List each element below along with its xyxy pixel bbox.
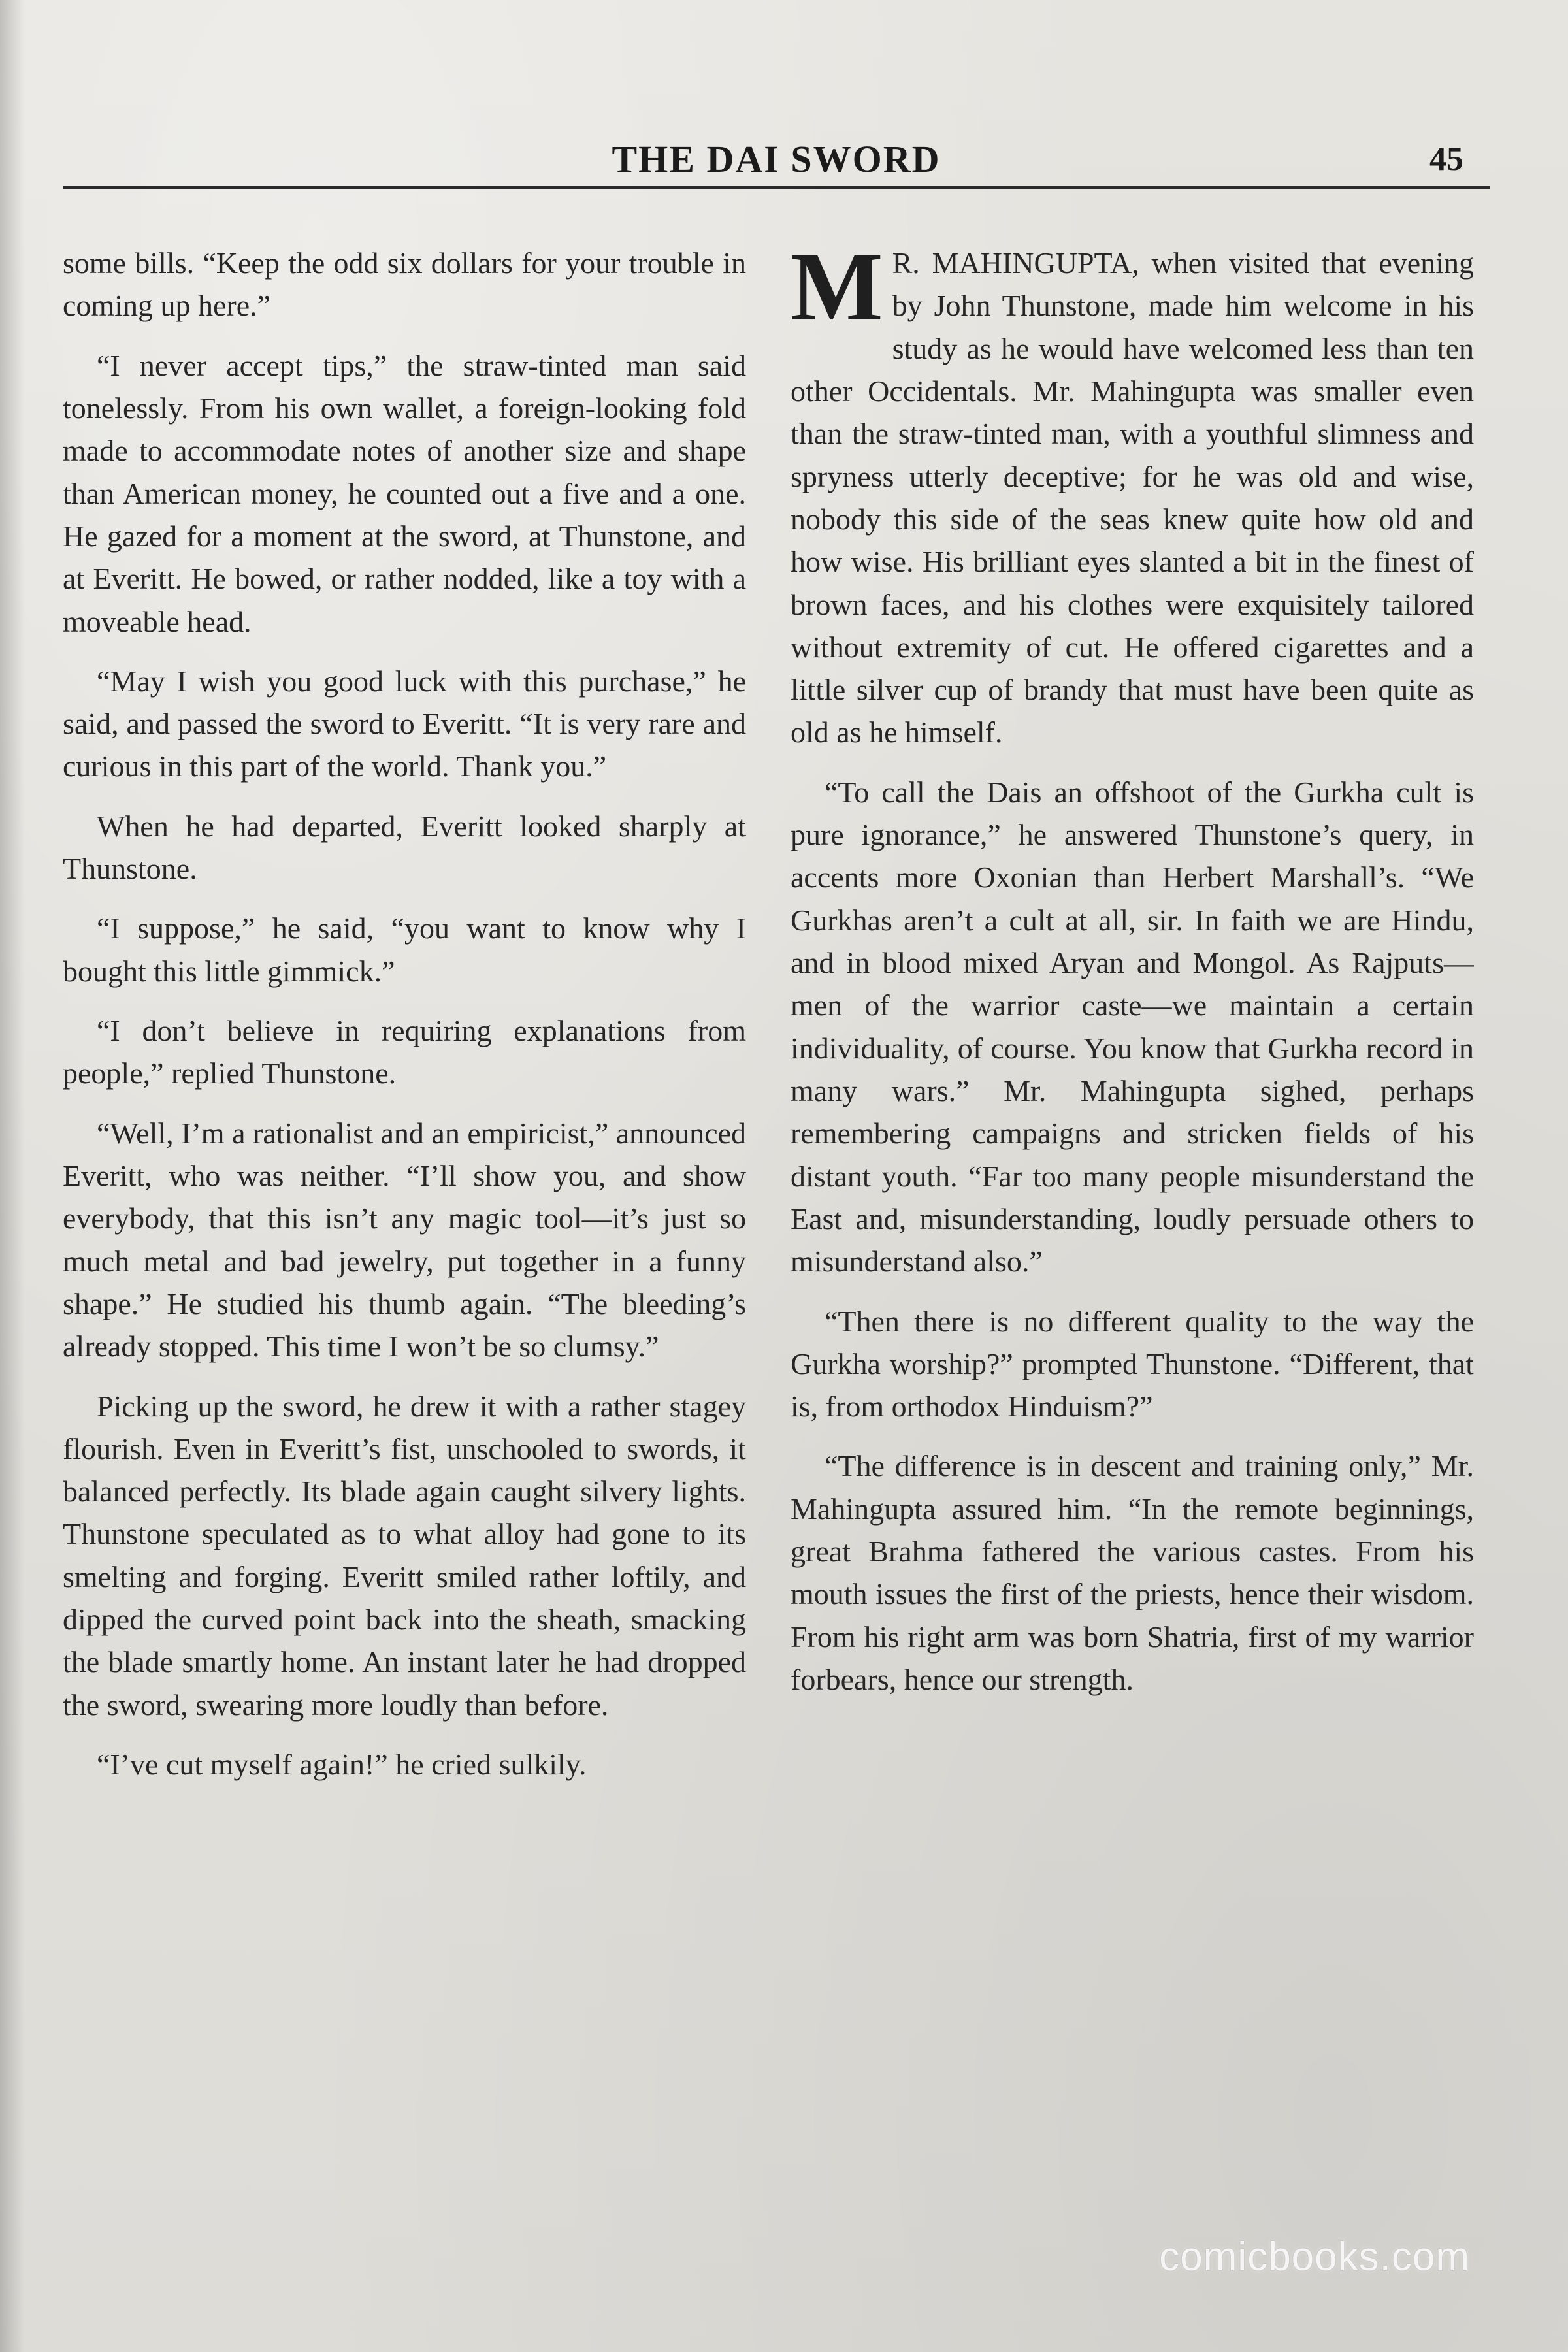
paragraph: “Then there is no different quality to the way the Gurkha worship?” prompted Thunstone. “Different, that is, from orthodox Hinduism?”	[791, 1304, 1474, 1424]
paragraph: “I suppose,” he said, “you want to know why I bought this little gimmick.”	[63, 911, 746, 988]
paragraph: “I don’t believe in requiring explanations from people,” replied Thunstone.	[63, 1014, 746, 1090]
binding-shadow	[0, 0, 25, 2352]
paragraph: “To call the Dais an offshoot of the Gurkha cult is pure ignorance,” he answered Thunstone’s query, in accents more Oxonian than Herbert Marshall’s. “We Gurkhas aren’t a cult at all, sir. In faith we are Hindu, and in blood mixed Aryan and Mongol. As Rajputs—men of the warrior caste—we maintain a certain individuality, of course. You know that Gurkha record in many wars.” Mr. Mahingupta sighed, perhaps remembering campaigns and stricken fields of his distant youth. “Far too many people misunderstand the East and, misunderstanding, loudly persuade others to misunderstand also.”	[791, 775, 1474, 1279]
opening-paragraph-text: R. MAHINGUPTA, when visited that evening by John Thunstone, made him welcome in his study as he would have welcomed less than ten other Occidentals. Mr. Mahingupta was smaller even than the straw-tinted man, with a youthful slimness and spryness utterly deceptive; for he was old and wise, nobody this side of the seas knew quite how old and how wise. His brilliant eyes slanted a bit in the finest of brown faces, and his clothes were exquisitely tailored without extremity of cut. He offered cigarettes and a little silver cup of brandy that must have been quite as old as he himself.	[791, 246, 1474, 749]
drop-cap: M	[791, 242, 883, 341]
running-title: THE DAI SWORD	[612, 138, 941, 180]
paragraph: When he had departed, Everitt looked sharply at Thunstone.	[63, 809, 746, 886]
right-column	[791, 242, 1474, 2176]
paragraph: “The difference is in descent and training only,” Mr. Mahingupta assured him. “In the remote beginnings, great Brahma fathered the various castes. From his mouth issues the first of the priests, hence their wisdom. From his right arm was born Shatria, first of my warrior forbears, hence our strength.	[791, 1449, 1474, 1696]
page-number: 45	[1429, 140, 1463, 178]
watermark: comicbooks.com	[1159, 2234, 1470, 2279]
paragraph: some bills. “Keep the odd six dollars for your trouble in coming up here.”	[63, 246, 746, 323]
left-column	[63, 242, 746, 2176]
running-header	[63, 131, 1490, 193]
paragraph: “Well, I’m a rationalist and an empiricist,” announced Everitt, who was neither. “I’ll show you, and show everybody, that this isn’t any magic tool—it’s just so much metal and bad jewelry, put together in a funny shape.” He studied his thumb again. “The bleeding’s already stopped. This time I won’t be so clumsy.”	[63, 1116, 746, 1364]
paragraph: Picking up the sword, he drew it with a rather stagey flourish. Even in Everitt’s fist, unschooled to swords, it balanced perfectly. Its blade again caught silvery lights. Thunstone speculated as to what alloy had gone to its smelting and forging. Everitt smiled rather loftily, and dipped the curved point back into the sheath, smacking the blade smartly home. An instant later he had dropped the sword, swearing more loudly than before.	[63, 1389, 746, 1722]
header-rule	[63, 186, 1490, 189]
paragraph: “I never accept tips,” the straw-tinted man said tonelessly. From his own wallet, a foreign-looking fold made to accommodate notes of another size and shape than American money, he counted out a five and a one. He gazed for a moment at the sword, at Thunstone, and at Everitt. He bowed, or rather nodded, like a toy with a moveable head.	[63, 348, 746, 638]
paragraph: “May I wish you good luck with this purchase,” he said, and passed the sword to Everitt. “It is very rare and curious in this part of the world. Thank you.”	[63, 664, 746, 783]
paragraph: “I’ve cut myself again!” he cried sulkily.	[97, 1748, 587, 1781]
opening-paragraph	[791, 242, 1474, 754]
